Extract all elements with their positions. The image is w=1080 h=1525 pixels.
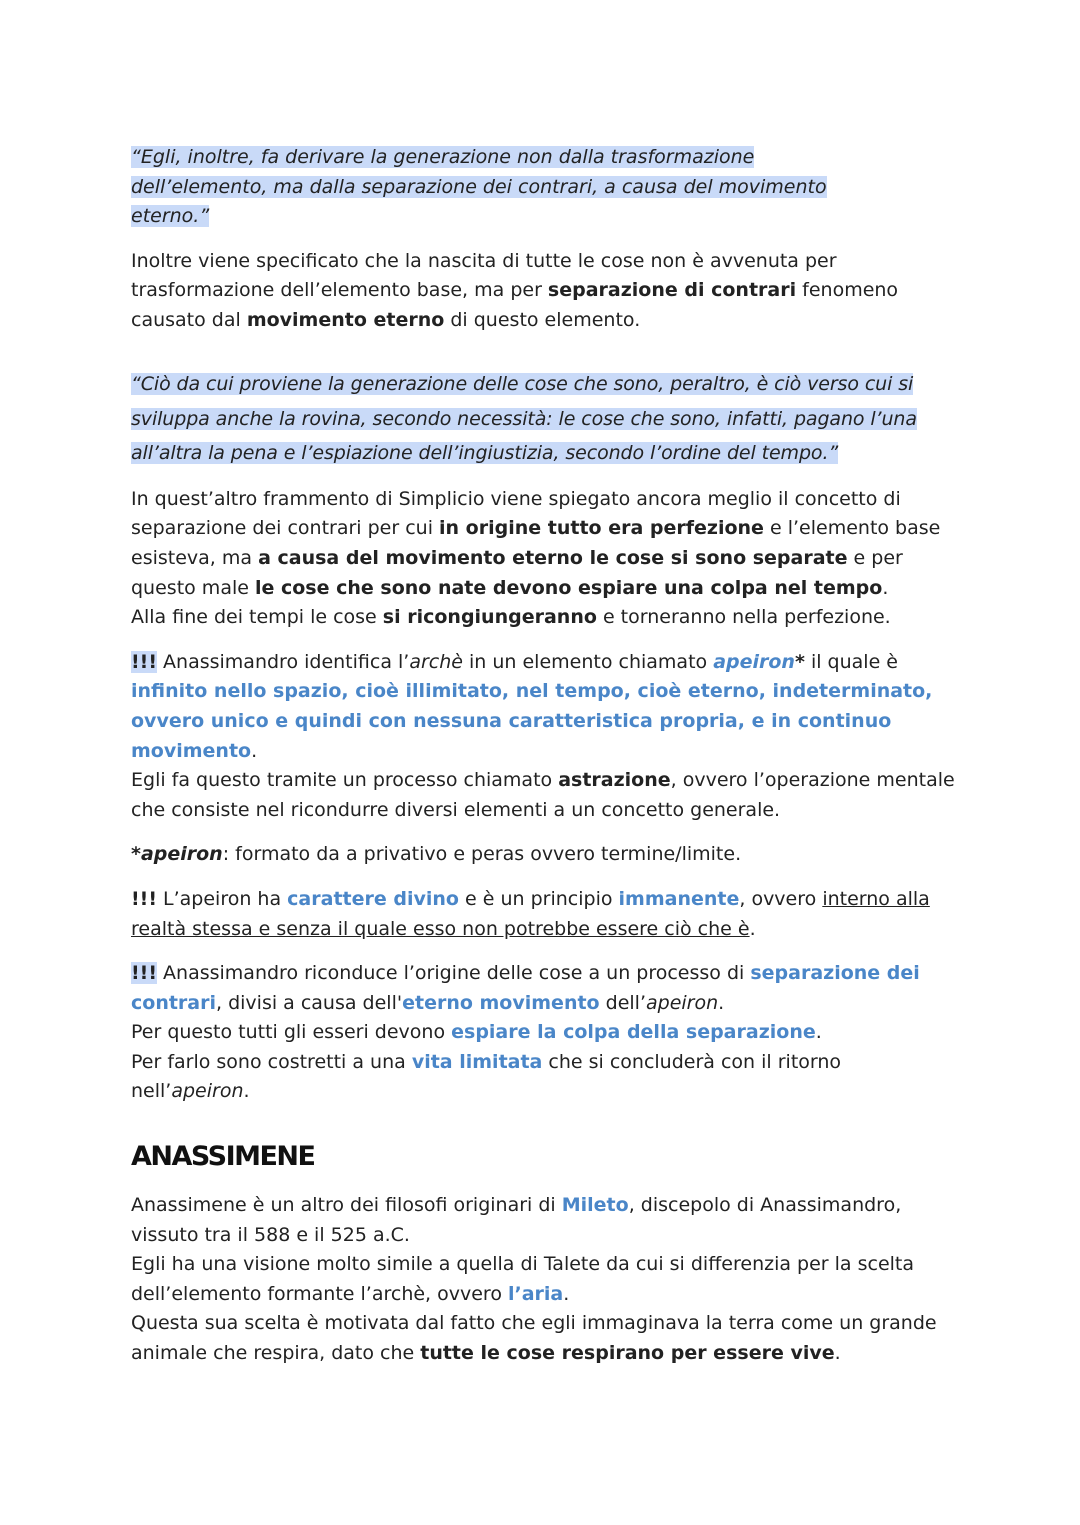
paragraph-simplicio: In quest’altro frammento di Simplicio viene spiegato ancora meglio il concetto di separazione dei contrari per cui in origine tutto era perfezione e l’elemento base esisteva, ma a causa del movimento eterno le cose si sono separate e per questo male le cose che sono nate devono espiare una colpa nel tempo. Alla fine dei tempi le cose si ricongiungeranno e torneranno nella perfezione. [131,487,941,629]
footnote-apeiron: *apeiron: formato da a privativo e peras ovvero termine/limite. [131,843,742,866]
quote-egli-inoltre [131,143,961,232]
paragraph-apeiron: !!! Anassimandro identifica l’archè in un elemento chiamato apeiron* il quale è infinito nello spazio, cioè illimitato, nel tempo, cioè eterno, indeterminato, ovvero unico e quindi con nessuna caratteristica propria, e in continuo movimento. Egli fa questo tramite un processo chiamato astrazione, ovvero l’operazione mentale che consiste nel ricondurre diversi elementi a un concetto generale. [131,650,955,821]
quote-line: “Ciò da cui proviene la generazione delle cose che sono, peraltro, è ciò verso cui si [131,373,914,396]
paragraph-nascita: Inoltre viene specificato che la nascita di tutte le cose non è avvenuta per trasformazione dell’elemento base, ma per separazione di contrari fenomeno causato dal movimento eterno di questo elemento. [131,249,899,331]
quote-line: dell’elemento, ma dalla separazione dei contrari, a causa del movimento [131,175,827,198]
section-heading-anassimene: ANASSIMENE [131,1141,315,1173]
important-marker: !!! [131,962,157,985]
important-marker: !!! [131,650,157,673]
document-page [131,143,961,1384]
quote-line: sviluppa anche la rovina, secondo necessità: le cose che sono, infatti, pagano l’una [131,407,917,430]
quote-line: “Egli, inoltre, fa derivare la generazione non dalla trasformazione [131,146,755,168]
important-marker: !!! [131,887,157,910]
paragraph-divino: !!! L’apeiron ha carattere divino e è un principio immanente, ovvero interno alla realtà stessa e senza il quale esso non potrebbe essere ciò che è. [131,887,930,940]
paragraph-separazione: !!! Anassimandro riconduce l’origine delle cose a un processo di separazione dei contrari, divisi a causa dell'eterno movimento dell’apeiron. Per questo tutti gli esseri devono espiare la colpa della separazione. Per farlo sono costretti a una vita limitata che si concluderà con il ritorno nell’apeiron. [131,962,920,1103]
quote-line: all’altra la pena e l’espiazione dell’ingiustizia, secondo l’ordine del tempo.” [131,442,839,465]
quote-simplicio [131,367,961,471]
paragraph-anassimene: Anassimene è un altro dei filosofi originari di Mileto, discepolo di Anassimandro, vissuto tra il 588 e il 525 a.C. Egli ha una visione molto simile a quella di Talete da cui si differenzia per la scelta dell’elemento formante l’archè, ovvero l’aria. Questa sua scelta è motivata dal fatto che egli immaginava la terra come un grande animale che respira, dato che tutte le cose respirano per essere vive. [131,1194,937,1365]
quote-line: eterno.” [131,205,210,227]
